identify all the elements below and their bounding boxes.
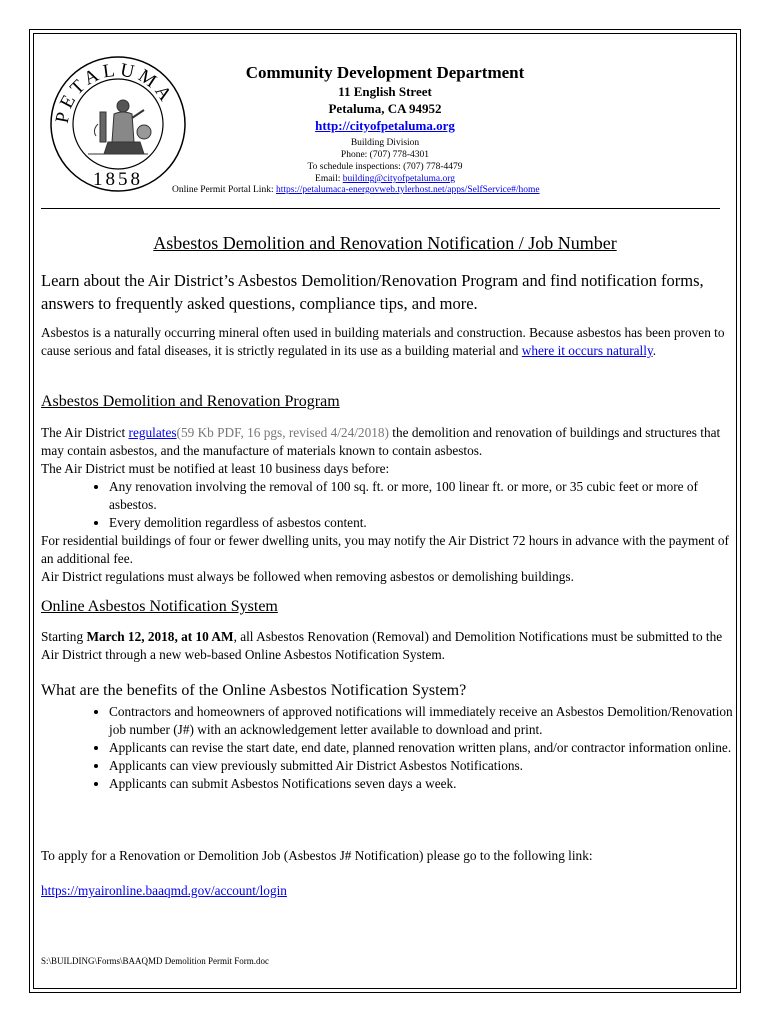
online-rest: , all Asbestos Renovation (Removal) and Demolition Notifications must be submitted to the Air District through a new web-based Online Asbestos Notification System.: [41, 629, 723, 662]
list-item: • Applicants can view previously submitted Air District Asbestos Notifications.: [109, 757, 736, 775]
email-link[interactable]: building@cityofpetaluma.org: [342, 174, 455, 184]
list-item: • Applicants can revise the start date, end date, planned renovation written plans, and/or contractor information online.: [109, 739, 736, 757]
program-section: [41, 424, 736, 586]
seal-top-text: PETALUMA: [51, 59, 178, 125]
online-system-heading: Online Asbestos Notification System: [41, 598, 278, 615]
city-address: Petaluma, CA 94952: [328, 101, 442, 116]
list-item: • Any renovation involving the removal of 100 sq. ft. or more, 100 linear ft. or more, or 35 cubic feet or more of asbestos.: [109, 478, 736, 514]
portal-label: Online Permit Portal Link:: [172, 185, 276, 195]
benefits-list: [41, 703, 736, 793]
phone-number: Phone: (707) 778-4301: [340, 150, 430, 160]
start-date: March 12, 2018, at 10 AM: [86, 629, 234, 644]
header-divider: [41, 208, 720, 209]
program-p1-start: The Air District: [41, 425, 129, 440]
email-label: Email:: [315, 174, 343, 184]
division-name: Building Division: [350, 138, 420, 148]
intro-text: Asbestos is a naturally occurring mineral often used in building materials and construction. Because asbestos has been proven to cause serious and fatal diseases, it is strictly regulated in its use as a building material and: [41, 325, 725, 358]
portal-link[interactable]: https://petalumaca-energovweb.tylerhost.net/apps/SelfService#/home: [275, 185, 540, 195]
department-name: Community Development Department: [245, 63, 525, 82]
program-paragraph-3: For residential buildings of four or fewer dwelling units, you may notify the Air District 72 hours in advance with the payment of an additional fee.: [41, 533, 729, 566]
baaqmd-login-link[interactable]: https://myaironline.baaqmd.gov/account/login: [41, 883, 287, 898]
list-item: • Applicants can submit Asbestos Notifications seven days a week.: [109, 775, 736, 793]
notification-requirements-list: [41, 478, 736, 532]
program-paragraph-1: [41, 424, 736, 460]
intro-end: .: [652, 343, 657, 358]
where-it-occurs-link[interactable]: where it occurs naturally: [521, 343, 653, 358]
page-title: Asbestos Demolition and Renovation Notification / Job Number: [153, 233, 617, 253]
benefits-heading: What are the benefits of the Online Asbestos Notification System?: [41, 682, 467, 699]
online-system-paragraph: [41, 628, 736, 664]
program-p1-end: the demolition and renovation of buildings and structures that may contain asbestos, and the manufacture of materials known to contain asbestos.: [41, 425, 721, 458]
regulates-pdf-info: (59 Kb PDF, 16 pgs, revised 4/24/2018): [176, 425, 389, 440]
seal-year: 1858: [93, 169, 143, 190]
lead-paragraph: Learn about the Air District’s Asbestos Demolition/Renovation Program and find notification forms, answers to frequently asked questions, compliance tips, and more.: [41, 271, 704, 313]
regulates-link[interactable]: regulates: [128, 425, 177, 440]
program-heading: Asbestos Demolition and Renovation Program: [41, 393, 340, 410]
online-start: Starting: [41, 629, 87, 644]
apply-instructions: To apply for a Renovation or Demolition Job (Asbestos J# Notification) please go to the following link:: [41, 848, 593, 863]
schedule-phone: To schedule inspections: (707) 778-4479: [307, 162, 463, 172]
benefits-section: [41, 703, 736, 793]
street-address: 11 English Street: [338, 84, 432, 99]
list-item: • Contractors and homeowners of approved notifications will immediately receive an Asbestos Demolition/Renovation job number (J#) with an acknowledgement letter available to download and print.: [109, 703, 736, 739]
program-paragraph-4: Air District regulations must always be followed when removing asbestos or demolishing buildings.: [41, 569, 574, 584]
list-item: • Every demolition regardless of asbestos content.: [109, 514, 736, 532]
file-path-footer: S:\BUILDING\Forms\BAAQMD Demolition Permit Form.doc: [41, 956, 270, 966]
program-paragraph-2: The Air District must be notified at least 10 business days before:: [41, 461, 390, 476]
website-link[interactable]: http://cityofpetaluma.org: [315, 118, 455, 133]
intro-paragraph: [41, 324, 736, 360]
